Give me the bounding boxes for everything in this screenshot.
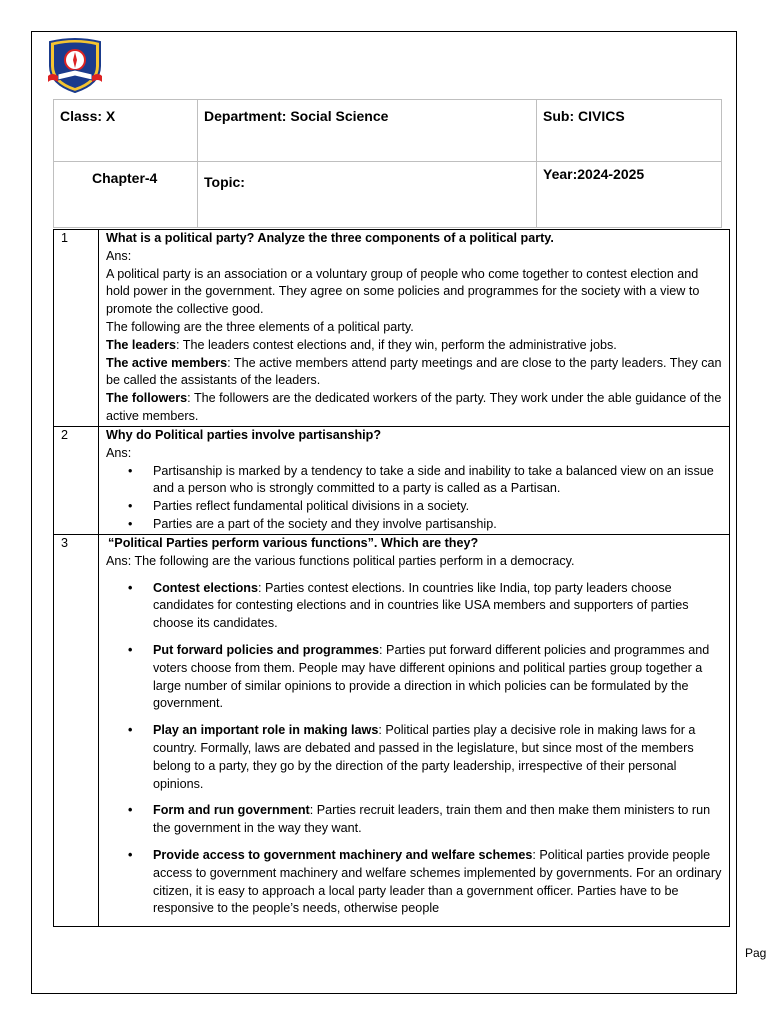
department-label: Department: Social Science	[204, 108, 389, 124]
topic-cell	[198, 162, 537, 228]
class-label: Class: X	[60, 108, 116, 124]
ans-label: Ans:	[106, 445, 132, 460]
list-item: • Parties are a part of the society and they involve partisanship.	[106, 516, 723, 534]
header-table	[53, 99, 722, 228]
component-text: : The active members attend party meetings and are close to the party leaders. They can be called the assistants of the leaders.	[106, 355, 722, 388]
subject-label: Sub: CIVICS	[543, 108, 625, 124]
component-term: The active members	[106, 355, 228, 370]
qa-table	[53, 229, 730, 927]
list-item: • Parties reflect fundamental political divisions in a society.	[106, 498, 723, 516]
answer-paragraph: The following are the three elements of a political party.	[106, 319, 414, 334]
answer-intro: Ans: The following are the various functions political parties perform in a democracy.	[106, 553, 575, 568]
question-text: Why do Political parties involve partisanship?	[106, 428, 382, 442]
question-number: 2	[54, 427, 99, 535]
question-text: “Political Parties perform various functions”. Which are they?	[108, 536, 479, 550]
list-item	[106, 642, 723, 713]
component-text: : The leaders contest elections and, if they win, perform the administrative jobs.	[176, 337, 617, 352]
list-item	[106, 802, 723, 838]
question-cell	[99, 427, 730, 535]
class-cell	[54, 100, 198, 162]
year-cell	[537, 162, 722, 228]
question-cell	[99, 230, 730, 427]
question-row	[54, 230, 730, 427]
question-number: 1	[54, 230, 99, 427]
list-item	[106, 722, 723, 793]
function-text: : Parties recruit leaders, train them and then make them ministers to run the government in the way they want.	[153, 803, 711, 836]
ans-label: Ans:	[106, 248, 132, 263]
list-item: • Partisanship is marked by a tendency to take a side and inability to take a balanced view on an issue and a person who is strongly committed to a party is called as a Partisan.	[106, 463, 723, 499]
question-cell	[99, 535, 730, 927]
function-term: Play an important role in making laws	[153, 723, 379, 738]
component-item	[106, 390, 723, 426]
function-term: Put forward policies and programmes	[153, 642, 380, 657]
question-row	[54, 535, 730, 927]
school-logo	[44, 36, 106, 94]
chapter-cell	[54, 162, 198, 228]
function-term: Contest elections	[153, 580, 258, 595]
component-item	[106, 337, 723, 355]
point-list	[106, 463, 723, 534]
function-text: : Parties put forward different policies and programmes and voters choose from them. People may have different opinions and political parties group together a large number of similar opinions to provide a direction in which policies can be formulated by the government.	[153, 642, 710, 711]
department-cell	[198, 100, 537, 162]
function-text: : Parties contest elections. In countries like India, top party leaders choose candidates for contesting elections and in countries like USA members and supporters of parties choose its candidates.	[153, 580, 689, 631]
function-list	[106, 580, 723, 919]
answer-paragraph: A political party is an association or a voluntary group of people who come together to contest election and hold power in the government. They agree on some policies and programmes for the society with a view to promote the collective good.	[106, 266, 700, 317]
page-number-label: Pag	[745, 946, 767, 960]
function-text: : Political parties provide people access to government machinery and welfare schemes implemented by governments. For an ordinary citizen, it is easy to approach a local party leader than a government officer. Parties have to be responsive to the people’s needs, otherwise people	[153, 847, 722, 916]
list-item	[106, 580, 723, 633]
topic-label: Topic:	[204, 174, 245, 190]
function-term: Form and run government	[153, 803, 310, 818]
component-text: : The followers are the dedicated workers of the party. They work under the able guidance of the active members.	[106, 391, 722, 423]
question-text: What is a political party? Analyze the three components of a political party.	[106, 231, 554, 245]
chapter-label: Chapter-4	[92, 170, 158, 186]
question-number: 3	[54, 535, 99, 927]
subject-cell	[537, 100, 722, 162]
component-item	[106, 355, 723, 391]
year-label: Year:2024-2025	[543, 166, 645, 182]
function-term: Provide access to government machinery and welfare schemes	[153, 847, 533, 862]
function-text: : Political parties play a decisive role in making laws for a country. Formally, laws are debated and passed in the legislature, but since most of the members belong to a party, they go by the direction of the party leadership, irrespective of their personal opinions.	[153, 723, 696, 791]
component-term: The leaders	[106, 337, 176, 352]
component-term: The followers	[106, 391, 188, 406]
question-row	[54, 427, 730, 535]
list-item	[106, 847, 723, 918]
